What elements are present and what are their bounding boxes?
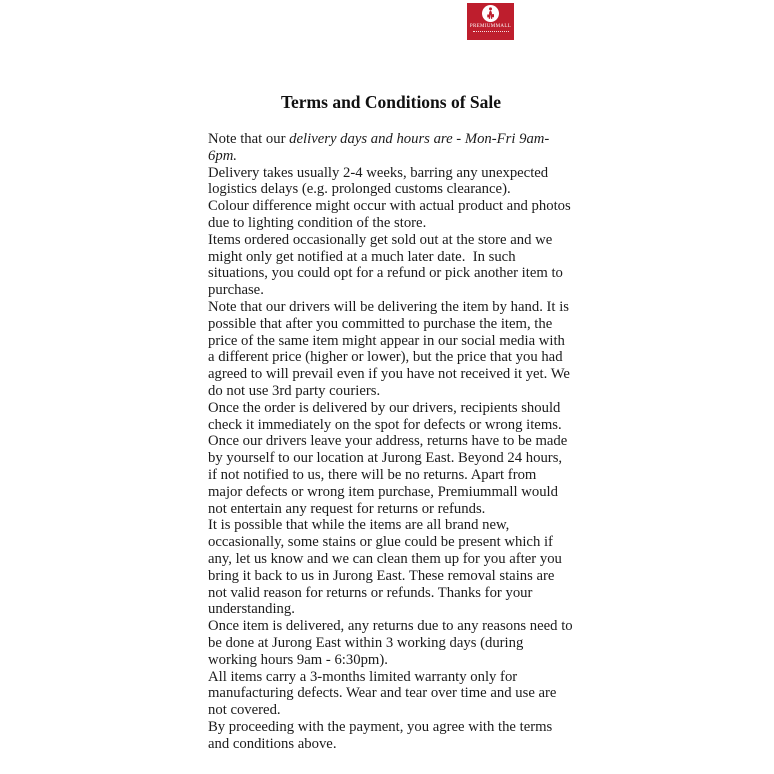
logo-tagline-decoration bbox=[473, 31, 509, 32]
logo-brand-text: PREMIUMMALL bbox=[469, 24, 512, 29]
terms-paragraph: Colour difference might occur with actual product and photos due to lighting condition of the store. bbox=[208, 198, 575, 231]
intro-normal-text: Note that our bbox=[208, 131, 290, 147]
terms-paragraph: By proceeding with the payment, you agree with the terms and conditions above. bbox=[208, 718, 556, 752]
terms-paragraph: Once item is delivered, any returns due to any reasons need to be done at Jurong East within 3 working days (during working hours 9am - 6:30pm). bbox=[208, 618, 577, 668]
premiummall-logo bbox=[467, 3, 514, 40]
shopper-silhouette-icon bbox=[483, 6, 498, 21]
terms-paragraph: Delivery takes usually 2-4 weeks, barring any unexpected logistics delays (e.g. prolonged customs clearance). bbox=[208, 164, 552, 198]
terms-text bbox=[208, 131, 577, 752]
logo-circle bbox=[482, 5, 499, 22]
terms-paragraph: It is possible that while the items are all brand new, occasionally, some stains or glue could be present which if any, let us know and we can clean them up for you after you bring it back to us in Jurong East. These removal stains are not valid reason for returns or refunds. Thanks for your understanding. bbox=[208, 517, 566, 618]
page-title: Terms and Conditions of Sale bbox=[280, 92, 502, 112]
terms-paragraph: Note that our drivers will be delivering the item by hand. It is possible that after you committed to purchase the item, the price of the same item might appear in our social media with a different price (higher or lower), but the price that you had agreed to will prevail even if you have not received it yet. We do not use 3rd party couriers. bbox=[208, 298, 574, 399]
terms-paragraph: Items ordered occasionally get sold out at the store and we might only get notified at a much later date. In such situations, you could opt for a refund or pick another item to purchase. bbox=[208, 231, 567, 299]
terms-paragraph: Once the order is delivered by our drivers, recipients should check it immediately on the spot for defects or wrong items. bbox=[208, 399, 565, 433]
document-content bbox=[208, 92, 577, 752]
terms-paragraph: All items carry a 3-months limited warranty only for manufacturing defects. Wear and tear over time and use are not covered. bbox=[208, 668, 561, 719]
intro-italic-text: delivery days and hours are - Mon-Fri 9am-6pm. bbox=[208, 131, 550, 164]
terms-paragraph bbox=[208, 131, 574, 165]
terms-paragraph: Once our drivers leave your address, returns have to be made by yourself to our location at Jurong East. Beyond 24 hours, if not notified to us, there will be no returns. Apart from major defects or wrong item purchase, Premiummall would not entertain any request for returns or refunds. bbox=[208, 433, 571, 517]
